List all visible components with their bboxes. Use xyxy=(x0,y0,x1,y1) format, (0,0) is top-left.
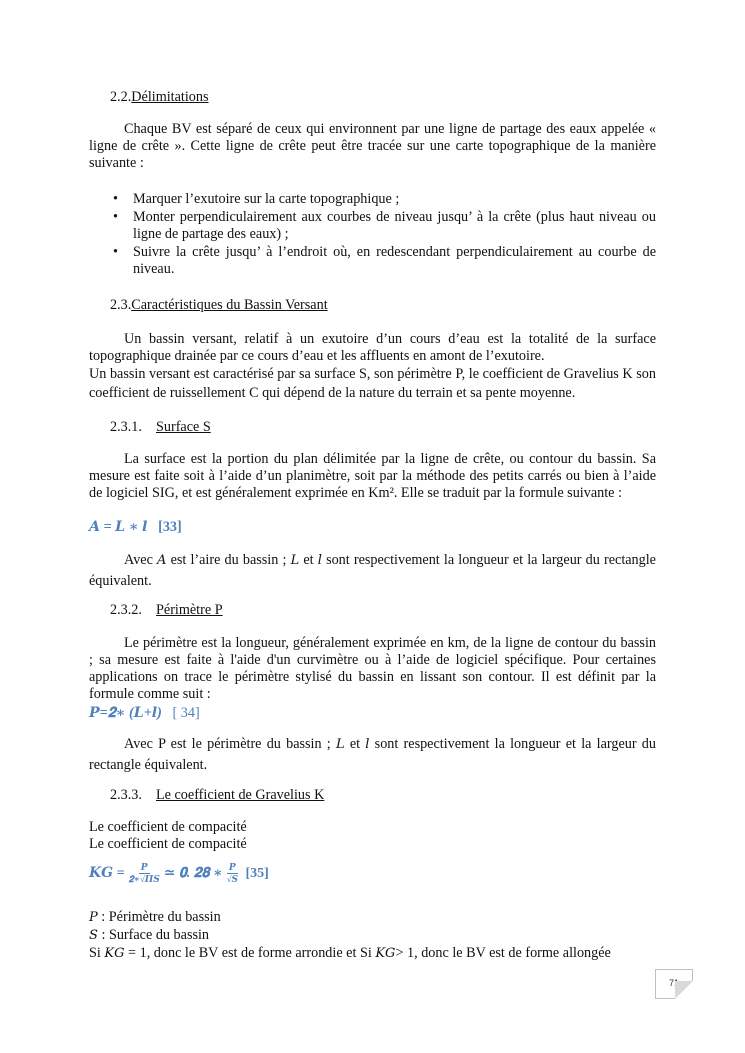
fraction: $\frac{\text{𝑷}}{\text{𝟐∗√𝜫𝑺}}$ xyxy=(128,862,160,884)
formula-reference: [ 34] xyxy=(172,705,200,721)
section-heading-gravelius xyxy=(110,787,324,804)
bullet-list xyxy=(89,191,656,279)
list-item: • Marquer l’exutoire sur la carte topographique ; xyxy=(113,191,400,207)
formula-gravelius xyxy=(89,862,269,885)
formula-mid: ≃ 𝟎. 𝟐𝟖 ∗ xyxy=(163,866,223,881)
formula-reference: [35] xyxy=(245,865,269,881)
paragraph-caracteristiques-2: Un bassin versant est caractérisé par sa surface S, son périmètre P, le coefficient de Gravelius K son coefficient de ruissellement C qui dépend de la nature du terrain et sa pente moyenne. xyxy=(89,366,656,401)
section-number: 2.2. xyxy=(110,89,132,105)
text-compacite-1: Le coefficient de compacité xyxy=(89,819,247,835)
paragraph-caracteristiques-1: Un bassin versant, relatif à un exutoire d’un cours d’eau est la totalité de la surface topographique drainée par ce cours d’eau et les affluents en amont de l’exutoire. xyxy=(89,331,656,364)
section-title: Le coefficient de Gravelius K xyxy=(156,787,325,803)
paragraph-delimitations: Chaque BV est séparé de ceux qui environnent par une ligne de partage des eaux appelée « ligne de crête ». Cette ligne de crête peut être tracée sur une carte topographique de la manière suivante : xyxy=(89,121,656,171)
section-title: Caractéristiques du Bassin Versant xyxy=(131,297,328,313)
page-number-box xyxy=(655,969,693,999)
formula-perimetre xyxy=(89,705,200,722)
bullet-icon: • xyxy=(113,191,118,207)
text-compacite-2: Le coefficient de compacité xyxy=(89,836,247,852)
section-number: 2.3.1. xyxy=(110,419,142,435)
formula-surface xyxy=(89,519,182,536)
formula-expression: 𝑨 = 𝑳 ∗ 𝒍 xyxy=(89,519,148,535)
formula-lhs: 𝑲𝑮 = xyxy=(89,866,125,881)
section-title: Périmètre P xyxy=(156,602,223,618)
page-fold-icon xyxy=(675,981,693,999)
formula-reference: [33] xyxy=(158,519,182,535)
fraction: $\frac{\text{𝑷}}{\text{√𝑺}}$ xyxy=(226,862,238,884)
bullet-icon: • xyxy=(113,209,118,225)
paragraph-surface: La surface est la portion du plan délimitée par la ligne de crête, ou contour du bassin. Sa mesure est faite soit à l’aide d’un planimètre, soit par la méthode des petits carrés ou bien à l’aide de logiciel SIG, et est généralement exprimée en Km². Elle se traduit par la formule suivante : xyxy=(89,451,656,501)
section-heading-caracteristiques xyxy=(110,297,328,314)
paragraph-surface-explanation: Avec A est l’aire du bassin ; L et l sont respectivement la longueur et la largeur du rectangle équivalent. xyxy=(89,552,656,589)
section-heading-perimetre xyxy=(110,602,223,619)
bullet-icon: • xyxy=(113,244,118,260)
list-item: • Monter perpendiculairement aux courbes de niveau jusqu’ à la crête (plus haut niveau ou ligne de partage des eaux) ; xyxy=(113,209,656,242)
section-heading-delimitations xyxy=(110,89,209,106)
section-number: 2.3. xyxy=(110,297,132,313)
page-number: 71 xyxy=(668,978,679,988)
list-item: • Suivre la crête jusqu’ à l’endroit où, en redescendant perpendiculairement au courbe de niveau. xyxy=(113,244,656,277)
paragraph-perimetre-explanation: Avec P est le périmètre du bassin ; L et l sont respectivement la longueur et la largeur du rectangle équivalent. xyxy=(89,736,656,773)
section-number: 2.3.2. xyxy=(110,602,142,618)
definition-s: S : Surface du bassin xyxy=(89,927,210,943)
section-title: Délimitations xyxy=(131,89,209,105)
section-heading-surface xyxy=(110,419,211,436)
section-title: Surface S xyxy=(156,419,211,435)
rule-gravelius: Si KG = 1, donc le BV est de forme arrondie et Si KG> 1, donc le BV est de forme allongée xyxy=(89,945,611,961)
formula-expression: 𝑷=𝟐∗ (𝑳+𝒍) xyxy=(89,705,162,721)
section-number: 2.3.3. xyxy=(110,787,142,803)
paragraph-perimetre: Le périmètre est la longueur, généralement exprimée en km, de la ligne de contour du bassin ; sa mesure est faite à l'aide d'un curvimètre ou à l’aide de logiciel spécifique. Pour certaines applications on trace le périmètre stylisé du bassin en lissant son contour. Il est définit par la formule comme suit : xyxy=(89,635,656,702)
definition-p: P : Périmètre du bassin xyxy=(89,909,221,925)
